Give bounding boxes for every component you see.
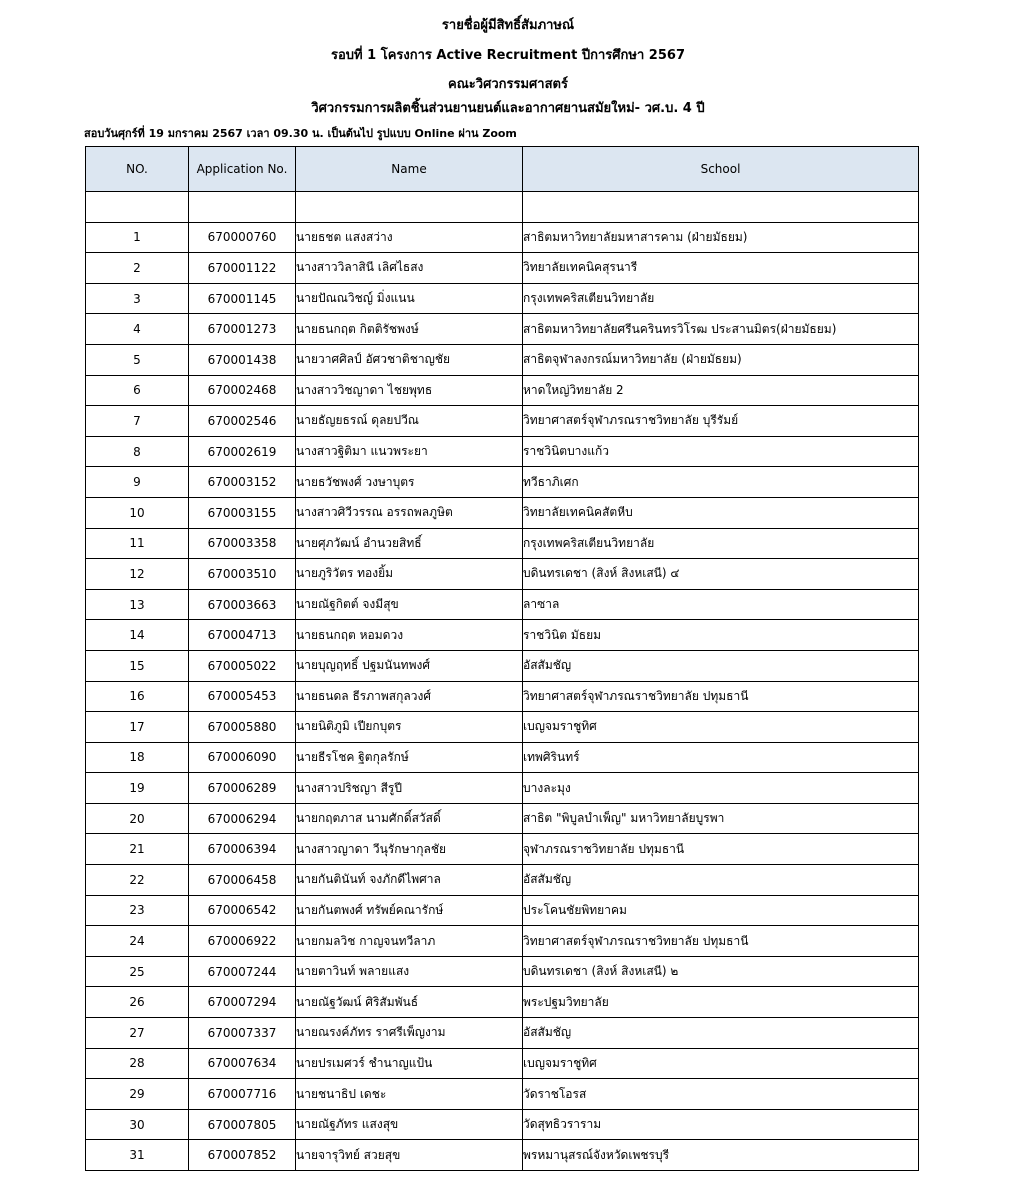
column-header-school: School [523,147,919,192]
table-row [86,1140,919,1171]
table-row [86,987,919,1018]
cell-school: วิทยาศาสตร์จุฬาภรณราชวิทยาลัย ปทุมธานี [523,681,919,712]
cell-no: 1 [86,222,189,253]
exam-info: สอบวันศุกร์ที่ 19 มกราคม 2567 เวลา 09.30 น. เป็นต้นไป รูปแบบ Online ผ่าน Zoom [84,127,517,140]
cell-school: เบญจมราชูทิศ [523,712,919,743]
cell-no: 30 [86,1109,189,1140]
cell-school: ประโคนชัยพิทยาคม [523,895,919,926]
cell-no: 31 [86,1140,189,1171]
cell-no: 22 [86,865,189,896]
cell-no: 21 [86,834,189,865]
cell-no: 17 [86,712,189,743]
table-row [86,1018,919,1049]
cell-no: 13 [86,589,189,620]
cell-application-no: 670005453 [189,681,296,712]
cell-application-no: 670006922 [189,926,296,957]
table-row [86,1048,919,1079]
table-row [86,253,919,284]
column-header-no: NO. [86,147,189,192]
faculty-title: คณะวิศวกรรมศาสตร์ [448,77,568,92]
cell-name: นายบุญฤทธิ์ ปฐมนันทพงศ์ [296,650,523,681]
cell-application-no: 670006458 [189,865,296,896]
cell-application-no: 670003152 [189,467,296,498]
cell-school: ราชวินิต มัธยม [523,620,919,651]
cell-no: 14 [86,620,189,651]
table-row [86,773,919,804]
cell-application-no: 670007244 [189,956,296,987]
cell-no: 28 [86,1048,189,1079]
cell-school: กรุงเทพคริสเตียนวิทยาลัย [523,528,919,559]
cell-application-no: 670003155 [189,497,296,528]
cell-school: ทวีธาภิเศก [523,467,919,498]
cell-school: สาธิต "พิบูลบำเพ็ญ" มหาวิทยาลัยบูรพา [523,803,919,834]
cell-application-no: 670007634 [189,1048,296,1079]
table-spacer-row [86,192,919,223]
cell-no: 16 [86,681,189,712]
table-row [86,436,919,467]
cell-no: 6 [86,375,189,406]
cell-name: นายกมลวิช กาญจนทวีลาภ [296,926,523,957]
column-header-name: Name [296,147,523,192]
table-row [86,681,919,712]
cell-school: วิทยาศาสตร์จุฬาภรณราชวิทยาลัย บุรีรัมย์ [523,406,919,437]
cell-application-no: 670006542 [189,895,296,926]
table-header-row [86,147,919,192]
cell-school: บดินทรเดชา (สิงห์ สิงหเสนี) ๔ [523,559,919,590]
cell-application-no: 670007852 [189,1140,296,1171]
cell-name: นายธนกฤต หอมดวง [296,620,523,651]
cell-school: สาธิตจุฬาลงกรณ์มหาวิทยาลัย (ฝ่ายมัธยม) [523,344,919,375]
cell-name: นายนิติภูมิ เปียกบุตร [296,712,523,743]
cell-application-no: 670006090 [189,742,296,773]
cell-no: 7 [86,406,189,437]
candidate-table [85,146,919,1171]
cell-school: เทพศิรินทร์ [523,742,919,773]
table-row [86,650,919,681]
table-row [86,1079,919,1110]
cell-name: นายปรเมศวร์ ชำนาญแป้น [296,1048,523,1079]
table-row [86,283,919,314]
cell-school: บางละมุง [523,773,919,804]
cell-application-no: 670006294 [189,803,296,834]
cell-name: นางสาวฐิติมา แนวพระยา [296,436,523,467]
cell-application-no: 670005022 [189,650,296,681]
cell-no: 2 [86,253,189,284]
table-row [86,344,919,375]
table-row [86,497,919,528]
table-row [86,956,919,987]
cell-no: 11 [86,528,189,559]
table-row [86,865,919,896]
cell-application-no: 670007294 [189,987,296,1018]
table-row [86,803,919,834]
cell-no: 12 [86,559,189,590]
cell-school: จุฬาภรณราชวิทยาลัย ปทุมธานี [523,834,919,865]
table-row [86,834,919,865]
cell-school: วิทยาลัยเทคนิคสัตหีบ [523,497,919,528]
cell-school: พระปฐมวิทยาลัย [523,987,919,1018]
cell-application-no: 670002619 [189,436,296,467]
cell-school: บดินทรเดชา (สิงห์ สิงหเสนี) ๒ [523,956,919,987]
round-title: รอบที่ 1 โครงการ Active Recruitment ปีการศึกษา 2567 [331,48,685,63]
cell-name: นายธัญยธรณ์ ดุลยปวีณ [296,406,523,437]
cell-application-no: 670006394 [189,834,296,865]
cell-school: ลาซาล [523,589,919,620]
cell-name: นางสาวศิวีวรรณ อรรถพลภูษิต [296,497,523,528]
cell-name: นางสาวญาดา วีนุรักษากุลชัย [296,834,523,865]
cell-name: นายศุภวัฒน์ อำนวยสิทธิ์ [296,528,523,559]
document-title: รายชื่อผู้มีสิทธิ์สัมภาษณ์ [441,18,575,33]
cell-name: นายวาศศิลป์ อัศวชาติชาญชัย [296,344,523,375]
cell-school: หาดใหญ่วิทยาลัย 2 [523,375,919,406]
cell-application-no: 670001273 [189,314,296,345]
table-row [86,314,919,345]
cell-application-no: 670001122 [189,253,296,284]
cell-name: นายภูริวัตร ทองยิ้ม [296,559,523,590]
cell-no: 15 [86,650,189,681]
cell-name: นายธีรโชค ฐิตกุลรักษ์ [296,742,523,773]
cell-no: 19 [86,773,189,804]
table-row [86,406,919,437]
cell-name: นายณัฐภัทร แสงสุข [296,1109,523,1140]
cell-no: 25 [86,956,189,987]
cell-application-no: 670003663 [189,589,296,620]
cell-no: 24 [86,926,189,957]
cell-name: นายชนาธิป เดชะ [296,1079,523,1110]
cell-school: สาธิตมหาวิทยาลัยศรีนครินทรวิโรฒ ประสานมิตร(ฝ่ายมัธยม) [523,314,919,345]
cell-name: นายณัฐวัฒน์ ศิริสัมพันธ์ [296,987,523,1018]
table-row [86,1109,919,1140]
cell-no: 27 [86,1018,189,1049]
cell-school: วิทยาศาสตร์จุฬาภรณราชวิทยาลัย ปทุมธานี [523,926,919,957]
table-row [86,528,919,559]
table-row [86,895,919,926]
cell-no: 9 [86,467,189,498]
cell-name: นายกันตินันท์ จงภักดีไพศาล [296,865,523,896]
cell-name: นายตาวินท์ พลายแสง [296,956,523,987]
table-row [86,467,919,498]
cell-name: นายปัณณวิชญ์ มิ่งแนน [296,283,523,314]
cell-application-no: 670007337 [189,1018,296,1049]
cell-name: นายจารุวิทย์ สวยสุข [296,1140,523,1171]
cell-name: นายธวัชพงศ์ วงษาบุตร [296,467,523,498]
cell-name: นางสาววิชญาดา ไชยพุทธ [296,375,523,406]
cell-no: 10 [86,497,189,528]
cell-school: เบญจมราชูทิศ [523,1048,919,1079]
table-row [86,559,919,590]
cell-application-no: 670007805 [189,1109,296,1140]
program-title: วิศวกรรมการผลิตชิ้นส่วนยานยนต์และอากาศยานสมัยใหม่- วศ.บ. 4 ปี [311,101,705,116]
cell-name: นางสาวปริชญา สีรูปี [296,773,523,804]
cell-name: นายณัฐกิตต์ จงมีสุข [296,589,523,620]
cell-name: นายธนกฤต กิตติรัชพงษ์ [296,314,523,345]
cell-school: กรุงเทพคริสเตียนวิทยาลัย [523,283,919,314]
cell-name: นายธชต แสงสว่าง [296,222,523,253]
table-row [86,712,919,743]
table-row [86,375,919,406]
cell-name: นายกฤตภาส นามศักดิ์สวัสดิ์ [296,803,523,834]
cell-application-no: 670003510 [189,559,296,590]
cell-application-no: 670004713 [189,620,296,651]
cell-no: 26 [86,987,189,1018]
cell-school: ราชวินิตบางแก้ว [523,436,919,467]
cell-no: 23 [86,895,189,926]
cell-no: 4 [86,314,189,345]
table-body [86,192,919,1171]
table-row [86,589,919,620]
cell-no: 5 [86,344,189,375]
table-row [86,742,919,773]
cell-application-no: 670001145 [189,283,296,314]
cell-name: นายณรงค์ภัทร ราศรีเพ็ญงาม [296,1018,523,1049]
cell-school: พรหมานุสรณ์จังหวัดเพชรบุรี [523,1140,919,1171]
cell-application-no: 670003358 [189,528,296,559]
table-row [86,926,919,957]
cell-application-no: 670002468 [189,375,296,406]
table-row [86,620,919,651]
cell-no: 3 [86,283,189,314]
cell-school: วัดราชโอรส [523,1079,919,1110]
cell-application-no: 670005880 [189,712,296,743]
table-row [86,222,919,253]
cell-school: วัดสุทธิวราราม [523,1109,919,1140]
cell-name: นายกันตพงศ์ ทรัพย์คณารักษ์ [296,895,523,926]
cell-application-no: 670000760 [189,222,296,253]
cell-school: อัสสัมชัญ [523,1018,919,1049]
cell-application-no: 670001438 [189,344,296,375]
cell-no: 29 [86,1079,189,1110]
cell-name: นางสาววิลาสินี เลิศไธสง [296,253,523,284]
cell-application-no: 670007716 [189,1079,296,1110]
cell-school: อัสสัมชัญ [523,865,919,896]
cell-school: อัสสัมชัญ [523,650,919,681]
cell-school: วิทยาลัยเทคนิคสุรนารี [523,253,919,284]
column-header-application-no: Application No. [189,147,296,192]
cell-application-no: 670002546 [189,406,296,437]
cell-no: 8 [86,436,189,467]
cell-application-no: 670006289 [189,773,296,804]
cell-no: 20 [86,803,189,834]
cell-school: สาธิตมหาวิทยาลัยมหาสารคาม (ฝ่ายมัธยม) [523,222,919,253]
cell-name: นายธนดล ธีรภาพสกุลวงศ์ [296,681,523,712]
cell-no: 18 [86,742,189,773]
